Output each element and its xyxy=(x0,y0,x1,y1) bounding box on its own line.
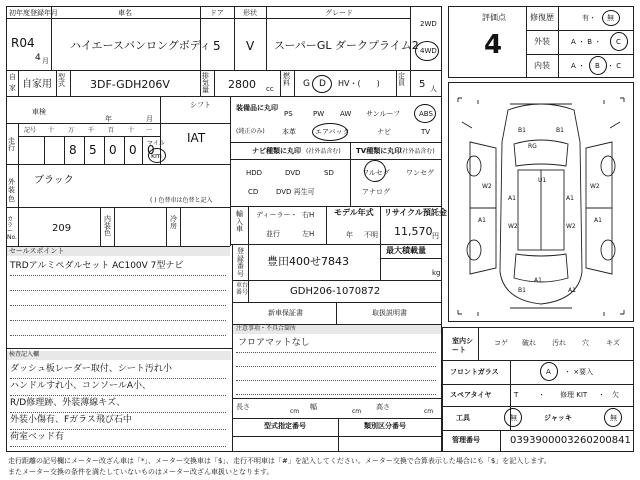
drive-4wd-circle xyxy=(415,41,439,61)
tv-title: TV種類に丸印 xyxy=(356,147,402,155)
exterior-c-circle xyxy=(610,32,628,51)
car-name-label: 車名 xyxy=(118,9,132,17)
equip-pw: PW xyxy=(313,110,325,118)
spare-none: 欠 xyxy=(612,391,619,399)
diagram-damage-label: A1 xyxy=(566,195,574,202)
plate-label: 登録番号 xyxy=(237,247,244,279)
notes-title: 注意事項・不具合箇所 xyxy=(236,325,297,332)
tools-circle xyxy=(504,408,522,427)
diagram-damage-label: B1 xyxy=(518,127,526,134)
shape-label: 形状 xyxy=(243,9,257,17)
spare-kit: 修理 KIT xyxy=(560,391,588,399)
grade-label: グレード xyxy=(325,9,353,17)
drive-2wd: 2WD xyxy=(420,20,437,28)
interior-sel: B xyxy=(595,62,600,70)
spare-dot1: ・ xyxy=(538,391,545,399)
mileage-digit-header: 千 xyxy=(88,127,95,134)
chassis-label: 車台番号 xyxy=(236,282,249,296)
capacity-label: 定員 xyxy=(398,72,405,87)
color-note: ( ) 色替車は色替と記入 xyxy=(150,197,213,204)
fuel-label: 燃料 xyxy=(283,72,290,87)
diagram-damage-label: W2 xyxy=(508,223,518,230)
footer-line2: またメーター交換の条件を満たしていないものはメーター改ざん車扱いとなります。 xyxy=(8,468,274,476)
inspector-line: ダッシュ板レーダー取付、シート汚れ小 xyxy=(10,364,172,374)
displacement-value: 2800 xyxy=(228,78,256,91)
diagram-damage-label: A1 xyxy=(534,277,542,284)
nav-sd: SD xyxy=(324,169,334,177)
reg-year: R04 xyxy=(11,36,35,50)
max-load-label: 最大積載量 xyxy=(386,246,426,255)
tv-oneseg: ワンセグ xyxy=(406,169,434,177)
first-reg-label: 初年度登録年月 xyxy=(9,9,58,17)
equip-airbag-circle xyxy=(312,123,348,141)
diagram-damage-label: W2 xyxy=(566,223,576,230)
model-year-label: モデル年式 xyxy=(334,208,374,217)
exterior-label: 外装 xyxy=(534,37,550,46)
tv-note: (社外品含む) xyxy=(400,148,435,155)
grade-score: 4 xyxy=(484,30,503,60)
shaken-year-unit: 年 xyxy=(105,115,112,123)
diagram-damage-label: A1 xyxy=(508,195,516,202)
shaken-month-unit: 月 xyxy=(146,115,153,123)
interior-label: 内装 xyxy=(534,61,550,70)
mileage-digit-header: 一 xyxy=(146,127,153,134)
class-number: 類別区分番号 xyxy=(364,422,406,430)
mgmt-label: 管理番号 xyxy=(452,436,480,444)
diagram-damage-label: W2 xyxy=(482,183,492,190)
fuel-d-circle xyxy=(312,75,332,93)
fuel-hv: HV・( ) xyxy=(338,79,380,88)
sales-title: セールスポイント xyxy=(9,247,65,255)
mgmt-value: 0393900003260200841 xyxy=(510,435,631,446)
shape-value: V xyxy=(246,39,255,53)
model-value: 3DF-GDH206V xyxy=(90,78,170,91)
seat-label: 室内シート xyxy=(452,337,473,355)
repair-no-circle xyxy=(602,10,620,26)
equipment-title: 装備品に丸印 xyxy=(236,104,278,112)
seat-opt-hole: 穴 xyxy=(582,339,589,347)
mileage-digit-header: 十 xyxy=(48,127,55,134)
equip-navi: ナビ xyxy=(377,128,391,136)
grade-score-label: 評価点 xyxy=(482,13,506,22)
use-label-1: 自 xyxy=(9,73,16,81)
reg-month: 4 xyxy=(35,53,41,63)
inspector-line: 外装小傷有、Fガラス飛び石中 xyxy=(10,415,132,425)
car-name: ハイエースバンロングボディ xyxy=(70,39,211,52)
equip-tv: TV xyxy=(421,128,431,136)
recycle-yen: 円 xyxy=(432,232,439,240)
height-label: 高さ xyxy=(376,403,390,411)
mile-unit: マイル xyxy=(147,140,165,147)
use-label-2: 家 xyxy=(9,84,16,92)
inspector-line: 荷室ベッド有 xyxy=(10,432,65,442)
cooler-label: 冷房 xyxy=(170,215,177,230)
spare-label: スペアタイヤ xyxy=(450,391,492,399)
km-circle xyxy=(148,148,166,163)
tools-label: 工具 xyxy=(456,414,470,422)
equip-leather: 本革 xyxy=(282,128,296,136)
diagram-damage-label: U1 xyxy=(538,177,547,184)
diagram-damage-label: A1 xyxy=(594,217,602,224)
equip-aw: AW xyxy=(340,110,352,118)
seat-opt-scratch: キズ xyxy=(606,339,620,347)
mileage-digit: 0 xyxy=(109,143,117,157)
mileage-digit: 5 xyxy=(89,143,97,157)
recycle-label: リサイクル預託金 xyxy=(384,208,447,217)
nav-dvd: DVD xyxy=(285,169,301,177)
color-value: ブラック xyxy=(34,175,74,186)
mileage-digit: 0 xyxy=(129,143,137,157)
exterior-opts: A ・ B ・ xyxy=(571,38,602,46)
interior-c: ・ C xyxy=(607,62,622,70)
model-label: 型式 xyxy=(58,73,65,88)
diagram-damage-label: B1 xyxy=(518,287,526,294)
diagram-damage-label: A1 xyxy=(568,287,576,294)
mileage-digit: 8 xyxy=(69,143,77,157)
length-label: 長さ xyxy=(236,403,250,411)
max-load-kg: kg xyxy=(432,269,441,277)
length-cm: cm xyxy=(290,408,300,415)
seat-opt-dirt: 汚れ xyxy=(552,339,566,347)
interior-color-label: 内装色 xyxy=(104,215,111,237)
equip-abs: ABS xyxy=(419,110,433,118)
diagram-damage-label: A1 xyxy=(478,217,486,224)
import-left: 左H xyxy=(302,230,315,238)
width-label: 幅 xyxy=(310,403,317,411)
front-glass-a-circle xyxy=(540,362,558,381)
import-dealer: ディーラー・ xyxy=(256,211,298,219)
tv-analog: アナログ xyxy=(362,188,390,196)
nav-dvd-play: DVD 再生可 xyxy=(276,188,315,196)
grade-value: スーパーGL ダークプライム2 xyxy=(274,39,419,52)
inspector-line: ハンドルすれ小、コンソールA小、 xyxy=(10,381,151,391)
import-parallel: 並行 xyxy=(266,230,280,238)
color-no-value: 209 xyxy=(52,223,72,234)
color-label: 外装色 xyxy=(8,178,15,203)
spare-dot2: ・ xyxy=(598,391,605,399)
manual: 取扱説明書 xyxy=(372,309,407,317)
shift-value: IAT xyxy=(187,131,206,145)
sales-text: TRDアルミペダルセット AC100V 7型ナビ xyxy=(10,261,184,271)
month-unit: 月 xyxy=(42,57,49,65)
chassis-value: GDH206-1070872 xyxy=(290,286,381,297)
model-year-value: 不明 xyxy=(364,231,378,239)
nav-cd: CD xyxy=(248,188,259,196)
cc-unit: cc xyxy=(266,85,274,93)
import-label: 輸入車 xyxy=(236,210,243,234)
recycle-value: 11,570 xyxy=(394,225,433,238)
displacement-label: 排気量 xyxy=(202,72,209,94)
notes-text: フロアマットなし xyxy=(238,338,310,348)
fuel-g: G xyxy=(303,79,310,89)
seat-opt-burn: コゲ xyxy=(494,339,508,347)
diagram-damage-label: RG xyxy=(528,143,537,150)
front-glass-label: フロントガラス xyxy=(450,368,499,376)
drive-4wd: 4WD xyxy=(420,47,437,55)
diagram-damage-label: W2 xyxy=(590,183,600,190)
model-year-unit: 年 xyxy=(346,231,353,239)
equip-sunroof: サンルーフ xyxy=(366,110,401,118)
equip-airbag: エアバック xyxy=(315,128,350,136)
capacity-value: 5 xyxy=(419,79,426,90)
capacity-unit: 人 xyxy=(430,85,437,93)
tv-fullseg: フルセグ xyxy=(362,169,390,177)
mileage-digit: 0 xyxy=(147,143,155,157)
front-glass-rest: ・ ×要入 xyxy=(564,368,594,376)
jack-label: ジャッキ xyxy=(544,414,572,422)
shift-label: シフト xyxy=(190,101,211,109)
plate-value: 豊田400せ7843 xyxy=(267,255,349,268)
jack-value: 無 xyxy=(610,414,617,422)
exterior-sel: C xyxy=(616,38,621,46)
repair-no: 無 xyxy=(607,14,614,22)
jack-circle xyxy=(604,408,622,427)
repair-label: 修復歴 xyxy=(530,13,554,22)
inspector-line: R/D修理跡、外装薄線キズ、 xyxy=(10,398,126,408)
equip-ps: PS xyxy=(284,110,293,118)
interior-a: A ・ xyxy=(571,62,586,70)
fuel-d: D xyxy=(319,79,326,89)
seat-opt-tear: 破れ xyxy=(522,339,536,347)
mileage-digit-header: 十 xyxy=(128,127,135,134)
mileage-digit-header: 記号 xyxy=(24,127,37,134)
inspector-title: 検査記入欄 xyxy=(9,351,40,358)
equip-abs-circle xyxy=(414,104,436,123)
color-no-label: カラーNo. xyxy=(7,216,17,241)
mileage-digit-header: 百 xyxy=(108,127,115,134)
width-cm: cm xyxy=(352,408,362,415)
spare-t: T xyxy=(514,391,519,399)
equipment-subtitle: (純正のみ) xyxy=(236,128,265,135)
diagram-damage-label: B1 xyxy=(556,127,564,134)
tv-fullseg-circle xyxy=(364,160,386,182)
use-value: 自家用 xyxy=(22,79,52,90)
tools-value: 無 xyxy=(510,414,517,422)
mileage-digit-header: 万 xyxy=(68,127,75,134)
height-cm: cm xyxy=(424,408,434,415)
nav-title: ナビ種類に丸印 xyxy=(252,147,301,155)
import-right: 右H xyxy=(302,211,315,219)
footer-line1: 走行距離の記号欄にメーター改ざん車は「*」、メーター交換車は「$」、走行不明車は「#」を記入してください。メーター交換で合算表示した場合にも「$」を記入します。 xyxy=(8,457,551,465)
km-unit: km xyxy=(151,152,162,160)
repair-yes: 有・ xyxy=(582,14,596,22)
front-glass-sel: A xyxy=(546,368,551,376)
doors-label: ドア xyxy=(210,9,224,17)
nav-hdd: HDD xyxy=(246,169,263,177)
type-designation: 型式指定番号 xyxy=(264,422,306,430)
doors-value: 5 xyxy=(213,39,221,53)
interior-b-circle xyxy=(589,56,607,75)
new-warranty: 新車保証書 xyxy=(268,309,303,317)
vehicle-damage-diagram xyxy=(448,82,634,322)
nav-note: (社外品含む) xyxy=(306,148,341,155)
mileage-label: 走行 xyxy=(8,137,15,152)
shaken-label: 車検 xyxy=(32,108,46,116)
